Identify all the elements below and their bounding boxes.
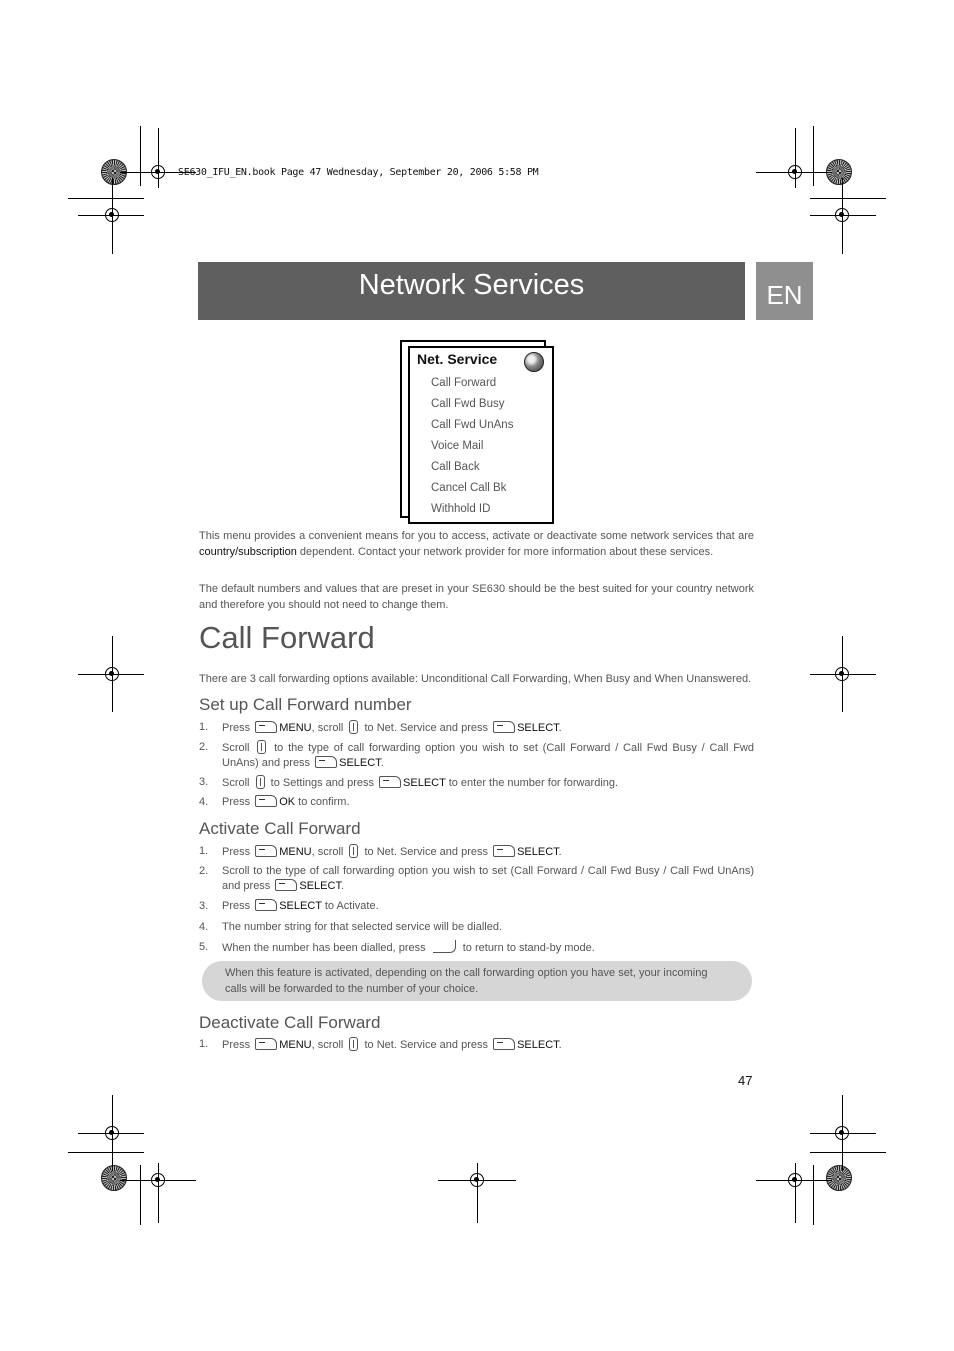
language-tab — [756, 262, 813, 320]
subsection-heading: Deactivate Call Forward — [199, 1013, 381, 1032]
section-heading: Call Forward — [199, 620, 375, 655]
softkey-icon — [255, 1038, 277, 1050]
globe-icon — [524, 352, 544, 372]
note-box — [202, 961, 752, 1001]
scroll-key-icon — [256, 775, 265, 789]
softkey-icon — [493, 721, 515, 733]
menu-item: Call Fwd Busy — [431, 398, 505, 410]
end-call-key-icon — [433, 940, 456, 953]
subsection-heading: Set up Call Forward number — [199, 695, 412, 714]
page-title: Network Services — [358, 269, 585, 301]
softkey-icon — [255, 721, 277, 733]
page-number: 47 — [738, 1073, 753, 1088]
softkey-icon — [493, 1038, 515, 1050]
language-label: EN — [766, 280, 803, 310]
registration-wheel-icon — [101, 1165, 127, 1191]
menu-item: Cancel Call Bk — [431, 482, 507, 494]
softkey-icon — [255, 845, 277, 857]
registration-wheel-icon — [826, 1165, 852, 1191]
scroll-key-icon — [349, 720, 358, 734]
scroll-key-icon — [349, 1037, 358, 1051]
softkey-icon — [275, 879, 297, 891]
softkey-icon — [315, 756, 337, 768]
call-forward-intro: There are 3 call forwarding options available: Unconditional Call Forwarding, When Busy and When Unanswered. — [199, 673, 752, 685]
subsection-heading: Activate Call Forward — [199, 819, 361, 838]
menu-item: Voice Mail — [431, 440, 484, 452]
softkey-icon — [493, 845, 515, 857]
print-header: SE630_IFU_EN.book Page 47 Wednesday, September 20, 2006 5:58 PM — [178, 167, 539, 178]
menu-screen-title: Net. Service — [417, 351, 498, 367]
list-item: 2. Scroll to the type of call forwarding option you wish to set (Call Forward / Call Fwd Busy / Call Fwd UnAns) and press SELECT. — [199, 741, 754, 769]
intro-paragraph: The default numbers and values that are preset in your SE630 should be the best suited for your country network and therefore you should not need to change them. — [199, 583, 754, 611]
menu-item: Call Fwd UnAns — [431, 419, 514, 431]
menu-list — [431, 375, 513, 522]
scroll-key-icon — [257, 740, 266, 754]
note-text: When this feature is activated, depending on the call forwarding option you have set, your incoming calls will be forwarded to the number of your choice. — [225, 967, 708, 995]
menu-item: Call Forward — [431, 377, 497, 389]
softkey-icon — [255, 795, 277, 807]
intro-paragraph: This menu provides a convenient means for you to access, activate or deactivate some network services that are country/subscription dependent. Contact your network provider for more information about these services. — [199, 530, 754, 558]
scroll-key-icon — [349, 844, 358, 858]
section-banner — [198, 262, 745, 320]
softkey-icon — [379, 776, 401, 788]
menu-item: Call Back — [431, 461, 480, 473]
menu-screen — [408, 346, 554, 524]
menu-item: Withhold ID — [431, 503, 491, 515]
list-item: 2. Scroll to the type of call forwarding option you wish to set (Call Forward / Call Fwd Busy / Call Fwd UnAns) and press SELECT. — [199, 865, 754, 892]
softkey-icon — [255, 899, 277, 911]
